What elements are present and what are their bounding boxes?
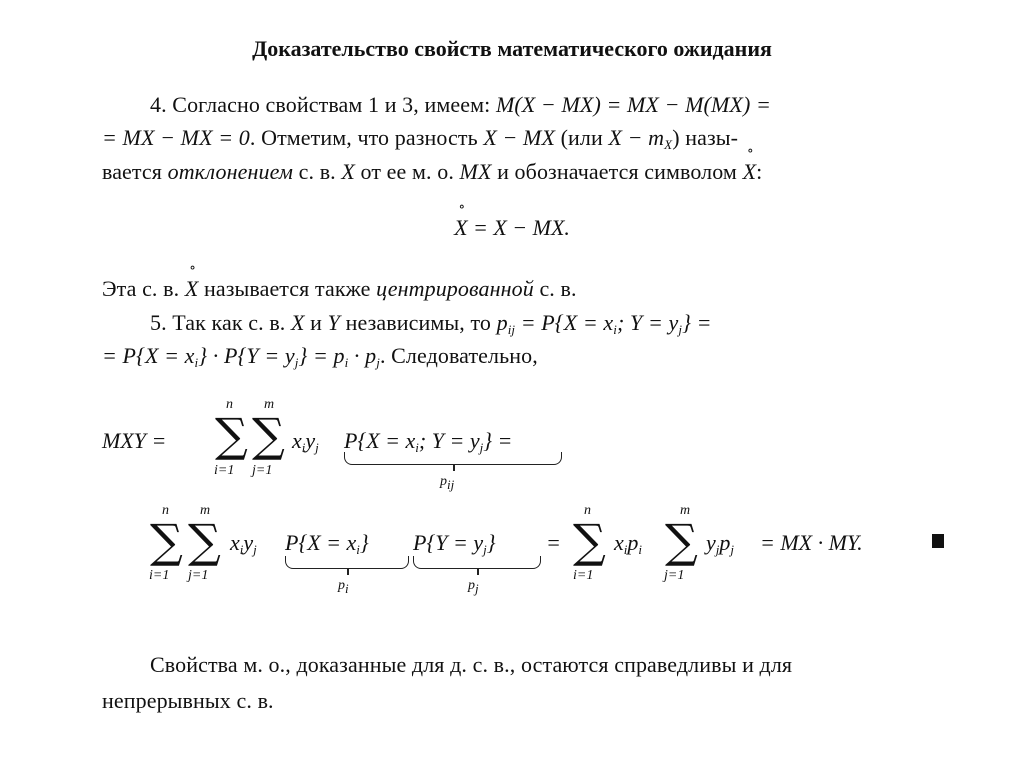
eq2-sub: j (730, 542, 735, 557)
p4-formula-rest: = X − MX. (467, 215, 570, 240)
p4-math: X − MX (483, 125, 556, 150)
p4-math: X (341, 159, 355, 184)
p4-text: . Отметим, что разность (249, 125, 484, 150)
eq2-brace-sub: i (345, 581, 349, 596)
eq2-sum3: ∑ (573, 514, 606, 568)
p5-line-2 (102, 343, 538, 371)
eq2-sum1-lower: i=1 (149, 568, 170, 583)
eq2-sub: j (715, 542, 720, 557)
eq2-term (230, 530, 257, 558)
eq2-sum4-upper: m (680, 503, 691, 518)
eq1-sum2-lower: j=1 (252, 463, 273, 478)
p5-text: . Следовательно, (379, 343, 538, 368)
p4-line-2 (102, 125, 738, 153)
p5-math: } = p (298, 343, 345, 368)
eq2-sub: i (356, 542, 360, 557)
pc-italic-term: центрированной (376, 276, 534, 301)
eq2-result: = MX · MY. (760, 530, 863, 555)
eq2-brace-label-2 (468, 578, 479, 597)
eq2-brace-sub: j (475, 581, 479, 596)
qed-square-icon (932, 534, 944, 548)
p5-math: = P{X = x (515, 310, 614, 335)
eq2-yp (706, 530, 734, 558)
p4-math: MX (459, 159, 492, 184)
p5-sub: j (294, 355, 299, 370)
p4-sub: X (664, 137, 673, 152)
p5-math: p (496, 310, 508, 335)
p5-math: · p (348, 343, 377, 368)
p4-math: X − m (608, 125, 665, 150)
eq2-sum4: ∑ (665, 514, 698, 568)
eq2-sum4-lower: j=1 (664, 568, 685, 583)
eq2-p: } (486, 530, 496, 555)
p4-text: вается (102, 159, 168, 184)
eq2-sum2: ∑ (188, 514, 221, 568)
eq2-sum3-lower: i=1 (573, 568, 594, 583)
eq1-underbrace (344, 452, 562, 465)
eq2-underbrace-2 (413, 556, 541, 569)
centered-x-symbol: ∘ X (185, 276, 199, 302)
eq2-prob1 (285, 530, 369, 558)
p4-math: M(X − MX) = MX − M(MX) = (495, 92, 771, 117)
eq2-sub: i (623, 542, 628, 557)
eq2-sum1: ∑ (150, 514, 183, 568)
p5-sub: i (344, 355, 349, 370)
eq1-sum1-upper: n (226, 397, 233, 412)
eq1-sub: j (479, 440, 484, 455)
eq1-brace-p: p (440, 474, 447, 489)
p5-math: = P{X = x (102, 343, 195, 368)
eq2-prob2 (413, 530, 496, 558)
p4-text: ) назы- (672, 125, 739, 150)
p4-formula (0, 215, 1024, 241)
p5-sub: i (194, 355, 199, 370)
eq2-p: P{X = x (285, 530, 357, 555)
eq1-sum1-lower: i=1 (214, 463, 235, 478)
p5-sub: j (678, 322, 683, 337)
eq2-underbrace-1 (285, 556, 409, 569)
eq1-lhs: MXY = (102, 428, 167, 453)
p5-sub: j (376, 355, 380, 370)
eq1-sub: i (415, 440, 419, 455)
centered-line (102, 276, 577, 302)
p5-text: независимы, то (339, 310, 497, 335)
pc-text: Эта с. в. (102, 276, 185, 301)
eq1-term (292, 428, 319, 456)
eq1-prob: P{X = x (344, 428, 416, 453)
p5-text: и (304, 310, 328, 335)
eq1-sum1: ∑ (215, 408, 248, 462)
p5-math: X (291, 310, 305, 335)
eq1-sub: i (301, 440, 306, 455)
page-title: Доказательство свойств математического ожидания (252, 36, 772, 61)
p4-text: : (756, 159, 763, 184)
eq2-sum3-upper: n (584, 503, 591, 518)
eq2-p: } (359, 530, 369, 555)
p5-math: Y (327, 310, 340, 335)
p4-line-1 (150, 92, 771, 118)
p5-math: } · P{Y = y (198, 343, 295, 368)
pc-text: называется также (198, 276, 377, 301)
p4-text: 4. Согласно свойствам 1 и 3, имеем: (150, 92, 496, 117)
eq2-y: y (243, 530, 254, 555)
p5-sub: ij (507, 322, 516, 337)
eq1-sum2-upper: m (264, 397, 275, 412)
eq1-brace-label (440, 474, 454, 493)
eq2-sub: j (483, 542, 487, 557)
final-line-1: Свойства м. о., доказанные для д. с. в., остаются справедливы и для (150, 652, 793, 677)
eq2-brace-p: p (338, 578, 345, 593)
p5-sub: i (613, 322, 617, 337)
eq2-brace-label-1 (338, 578, 349, 597)
pc-text: с. в. (533, 276, 577, 301)
p4-text: с. в. (293, 159, 342, 184)
eq2-y: y (706, 530, 716, 555)
centered-x-symbol: ∘ X (743, 159, 757, 185)
p4-line-3 (102, 159, 762, 185)
p5-text: 5. Так как с. в. (150, 310, 292, 335)
eq2-equals: = (546, 530, 561, 555)
eq1-sum2: ∑ (252, 408, 285, 462)
eq2-sum2-lower: j=1 (188, 568, 209, 583)
p5-line-1 (150, 310, 712, 338)
eq2-sum1-upper: n (162, 503, 169, 518)
p5-math: ; Y = y (616, 310, 679, 335)
eq2-brace-p: p (468, 578, 475, 593)
eq2-x: x (614, 530, 624, 555)
eq2-sub: i (239, 542, 244, 557)
eq1-prob: ; Y = y (418, 428, 480, 453)
centered-x-symbol: ∘ X (454, 215, 467, 241)
p4-text: и обозначается символом (491, 159, 743, 184)
eq1-x: x (292, 428, 302, 453)
final-line-2: непрерывных с. в. (102, 688, 274, 713)
eq2-sum2-upper: m (200, 503, 211, 518)
eq2-p: P{Y = y (413, 530, 484, 555)
eq1-prob: } = (483, 428, 513, 453)
eq2-sub: i (638, 542, 643, 557)
p4-italic-term: отклонением (167, 159, 294, 184)
eq2-xp (614, 530, 642, 558)
eq1-brace-sub: ij (447, 477, 455, 492)
eq2-sub: j (253, 542, 257, 557)
eq2-p: p (627, 530, 639, 555)
p5-math: } = (682, 310, 712, 335)
eq1-y: y (305, 428, 316, 453)
eq1-sub: j (315, 440, 319, 455)
p4-text: от ее м. о. (354, 159, 460, 184)
p4-text: (или (555, 125, 609, 150)
eq2-p: p (719, 530, 731, 555)
eq2-x: x (230, 530, 240, 555)
p4-math: = MX − MX = 0 (102, 125, 250, 150)
